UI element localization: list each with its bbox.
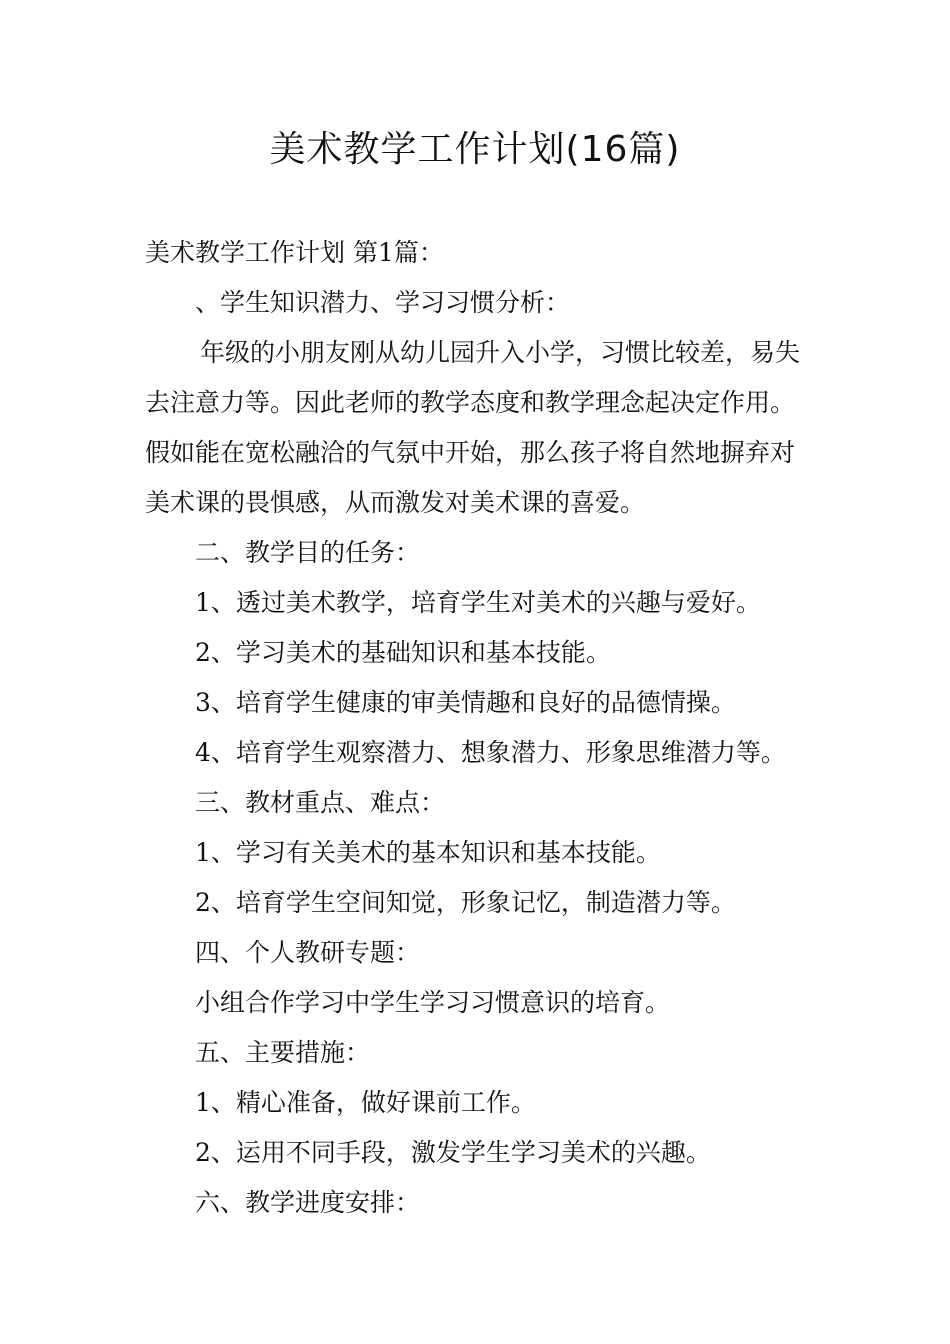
body-line: 小组合作学习中学生学习习惯意识的培育。 bbox=[195, 988, 671, 1017]
subsection-heading: 六、教学进度安排： bbox=[195, 1188, 421, 1217]
document-body bbox=[145, 228, 810, 1228]
body-paragraph: 年级的小朋友刚从幼儿园升入小学，习惯比较差，易失去注意力等。因此老师的教学态度和教学理念起决定作用。假如能在宽松融洽的气氛中开始，那么孩子将自然地摒弃对美术课的畏惧感，从而激发对美术课的喜爱。 bbox=[145, 338, 801, 517]
subsection-heading: 四、个人教研专题： bbox=[195, 938, 421, 967]
list-item: 1、学习有关美术的基本知识和基本技能。 bbox=[195, 838, 661, 867]
list-item: 2、运用不同手段，激发学生学习美术的兴趣。 bbox=[195, 1138, 711, 1167]
section-heading: 美术教学工作计划 第1篇： bbox=[145, 238, 444, 267]
list-item: 2、学习美术的基础知识和基本技能。 bbox=[195, 638, 611, 667]
list-item: 2、培育学生空间知觉，形象记忆，制造潜力等。 bbox=[195, 888, 736, 917]
list-item: 1、透过美术教学，培育学生对美术的兴趣与爱好。 bbox=[195, 588, 761, 617]
subsection-heading: 、学生知识潜力、学习习惯分析： bbox=[195, 288, 571, 317]
list-item: 4、培育学生观察潜力、想象潜力、形象思维潜力等。 bbox=[195, 738, 786, 767]
subsection-heading: 二、教学目的任务： bbox=[195, 538, 421, 567]
document-title: 美术教学工作计划(16篇) bbox=[269, 129, 681, 170]
list-item: 3、培育学生健康的审美情趣和良好的品德情操。 bbox=[195, 688, 736, 717]
list-item: 1、精心准备，做好课前工作。 bbox=[195, 1088, 536, 1117]
subsection-heading: 五、主要措施： bbox=[195, 1038, 371, 1067]
subsection-heading: 三、教材重点、难点： bbox=[195, 788, 446, 817]
